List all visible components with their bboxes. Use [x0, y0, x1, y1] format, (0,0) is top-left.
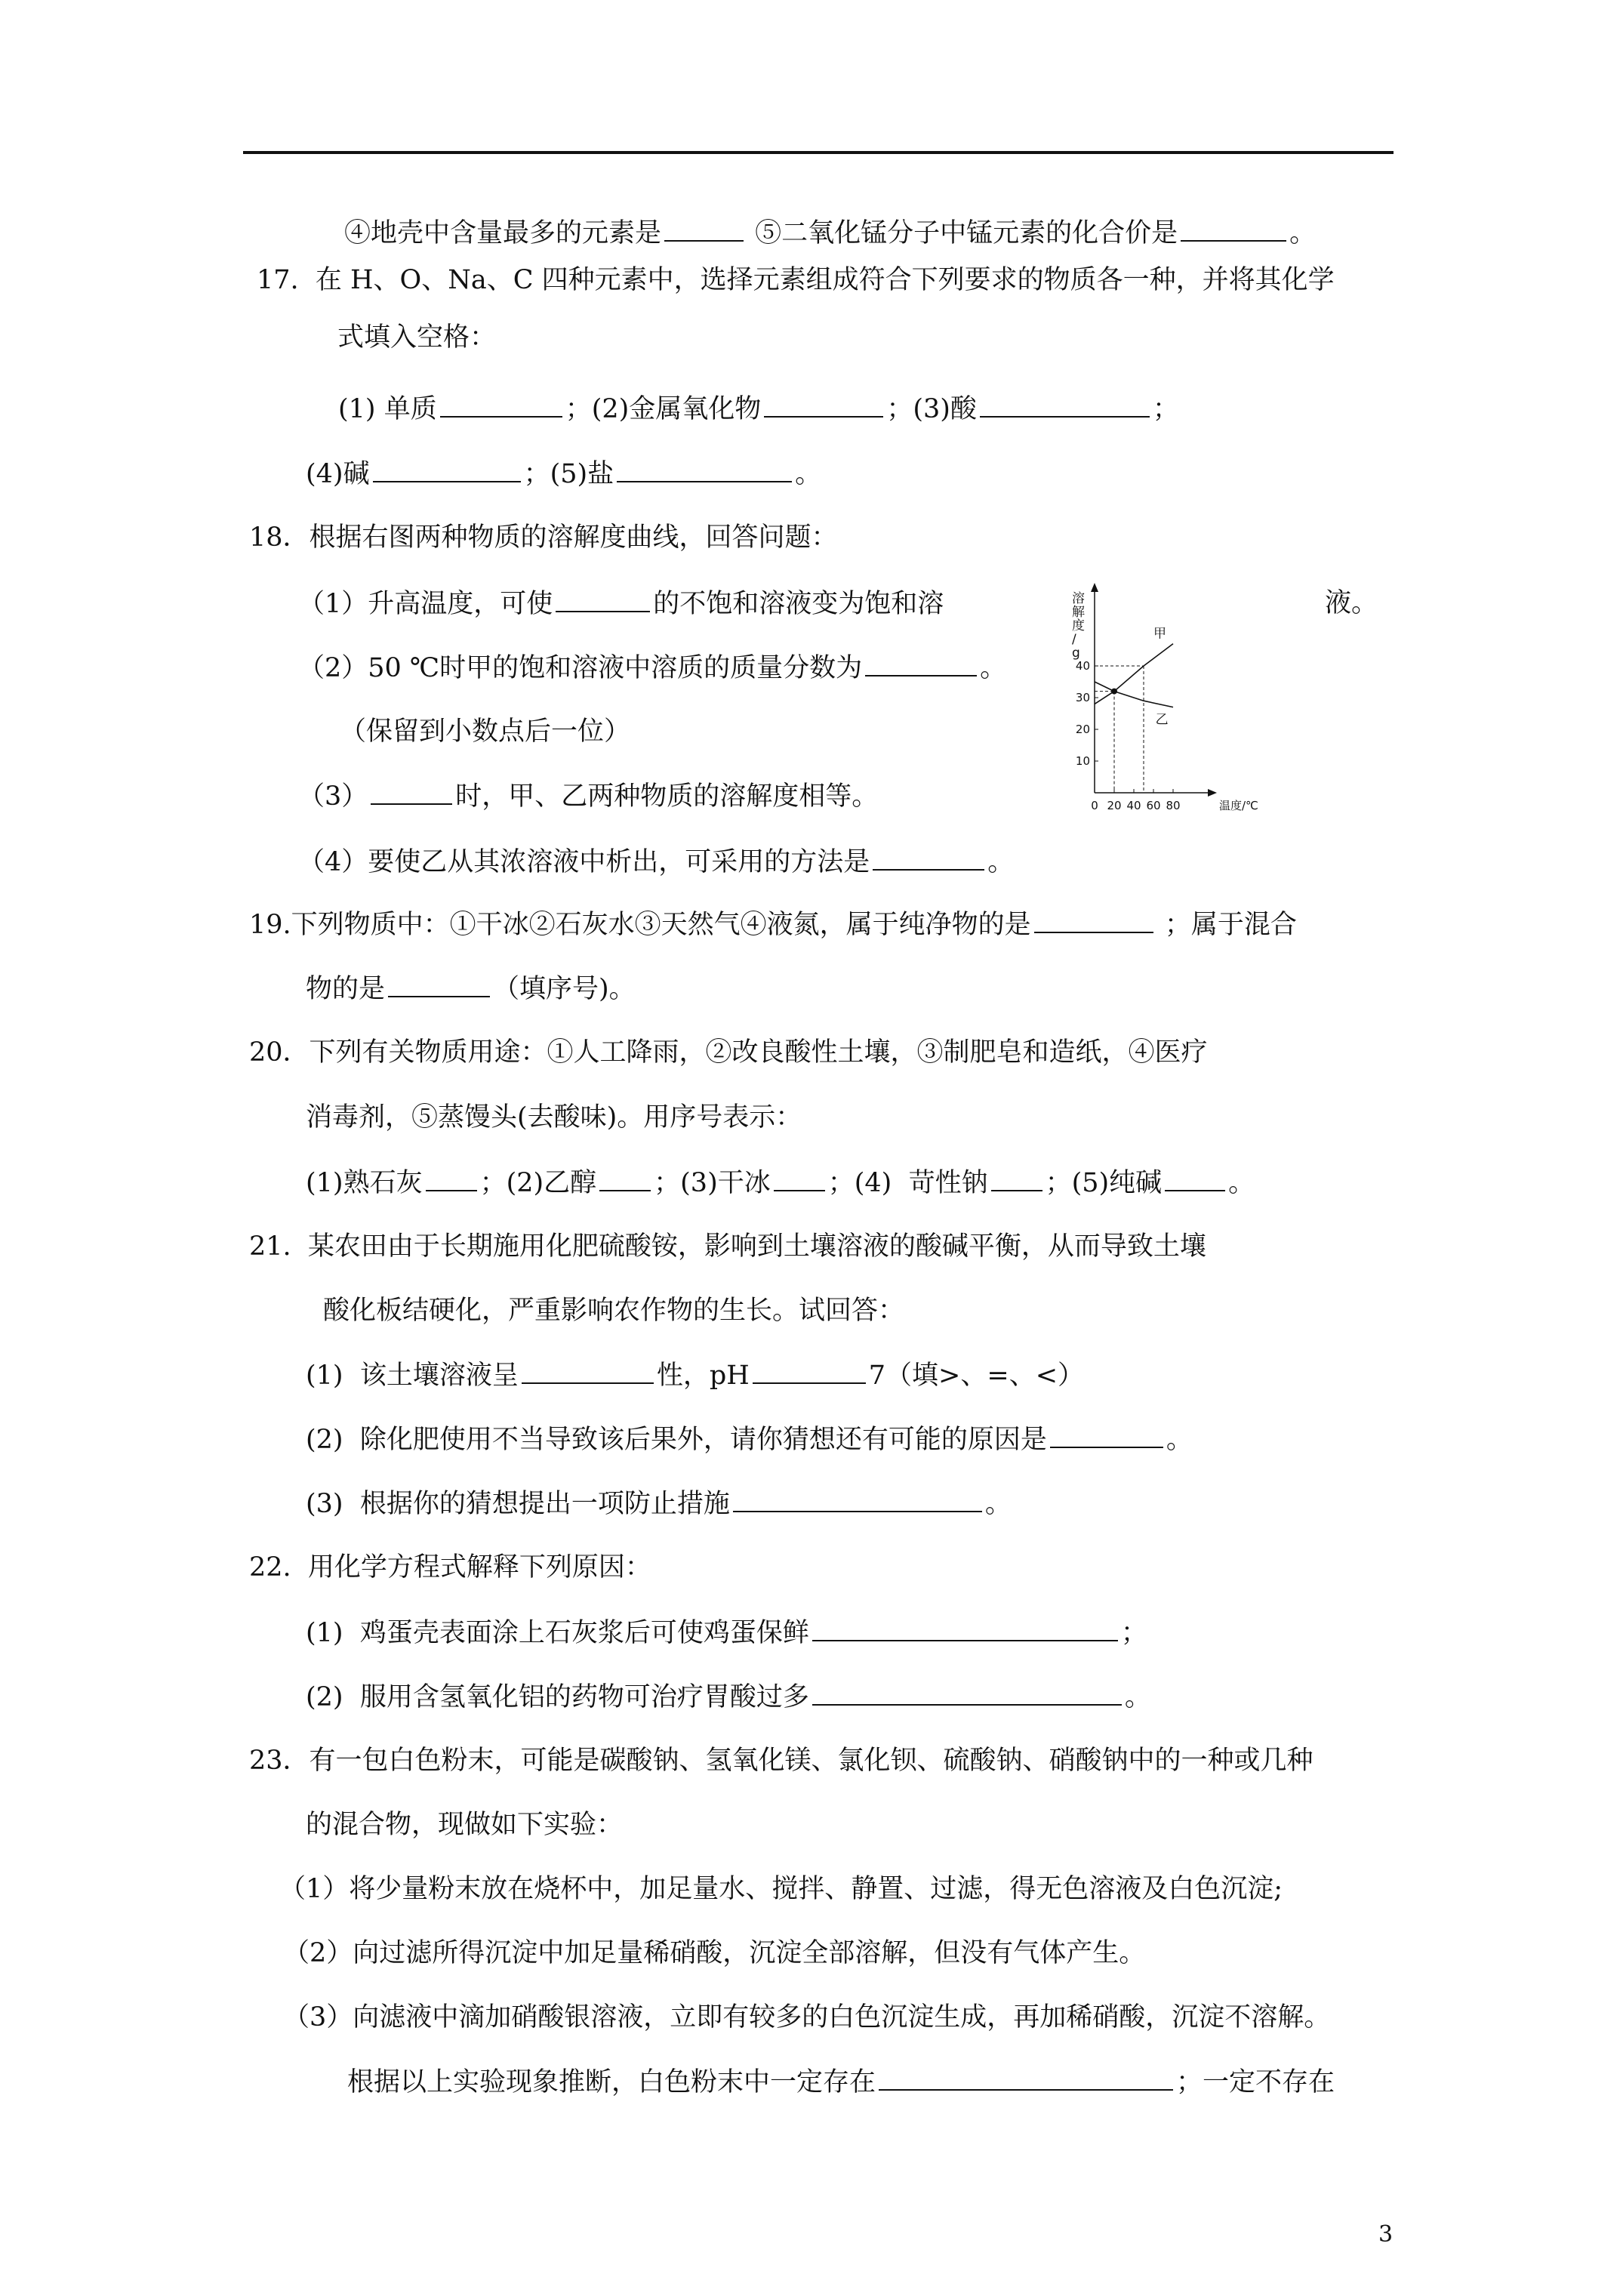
q21-item3: (3) 根据你的猜想提出一项防止措施 。	[306, 1485, 1012, 1522]
answer-blank[interactable]	[865, 649, 977, 676]
q16-line: ④地壳中含量最多的元素是 ⑤二氧化锰分子中锰元素的化合价是 。	[344, 214, 1316, 251]
y-axis-label	[1072, 591, 1085, 661]
q18-note: （保留到小数点后一位）	[340, 717, 631, 747]
answer-blank[interactable]	[764, 390, 883, 418]
answer-blank[interactable]	[440, 390, 562, 418]
q20-answers: (1)熟石灰 ；(2)乙醇 ；(3)干冰 ；(4) 苛性钠 ；(5)纯碱 。	[306, 1164, 1255, 1201]
x-tick-label: 0	[1091, 799, 1098, 812]
y-tick-label: 40	[1075, 659, 1090, 673]
q21-stem-cont: 酸化板结硬化，严重影响农作物的生长。试回答：	[323, 1296, 905, 1326]
series-label: 乙	[1155, 712, 1169, 728]
x-axis-label: 温度/℃	[1219, 799, 1258, 812]
q21-item2: (2) 除化肥使用不当导致该后果外，请你猜想还有可能的原因是 。	[306, 1421, 1193, 1458]
page-number: 3	[1378, 2221, 1394, 2248]
answer-blank[interactable]	[812, 1678, 1122, 1706]
q21-item1: (1) 该土壤溶液呈 性，pH 7（填>、=、<）	[306, 1357, 1084, 1394]
q19-line1: 19.下列物质中：①干冰②石灰水③天然气④液氮，属于纯净物的是 ；属于混合	[249, 906, 1297, 943]
answer-blank[interactable]	[980, 390, 1150, 418]
q16-item4: ④地壳中含量最多的元素是	[344, 218, 662, 248]
q19-line2: 物的是 （填序号)。	[306, 970, 636, 1007]
header-rule	[243, 151, 1394, 154]
answer-blank[interactable]	[1165, 1164, 1225, 1191]
q23-stem: 23．有一包白色粉末，可能是碳酸钠、氢氧化镁、氯化钡、硫酸钠、硝酸钠中的一种或几种	[249, 1746, 1313, 1776]
q17-row1: (1) 单质 ；(2)金属氧化物 ；(3)酸 ；	[338, 390, 1179, 427]
y-tick-label: 30	[1075, 691, 1090, 704]
q20-stem-cont: 消毒剂，⑤蒸馒头(去酸味)。用序号表示：	[306, 1102, 802, 1133]
answer-blank[interactable]	[991, 1164, 1042, 1191]
q20-stem: 20．下列有关物质用途：①人工降雨，②改良酸性土壤，③制肥皂和造纸，④医疗	[249, 1037, 1208, 1068]
answer-blank[interactable]	[1050, 1421, 1163, 1448]
answer-blank[interactable]	[617, 455, 792, 482]
y-axis-label-char: 溶	[1072, 591, 1085, 606]
answer-blank[interactable]	[373, 455, 521, 482]
q18-stem: 18．根据右图两种物质的溶解度曲线，回答问题：	[249, 522, 838, 553]
q18-item4: （4）要使乙从其浓溶液中析出，可采用的方法是 。	[298, 843, 1014, 880]
series-label: 甲	[1153, 626, 1166, 642]
answer-blank[interactable]	[664, 214, 744, 242]
q17-stem: 17. 在 H、O、Na、C 四种元素中，选择元素组成符合下列要求的物质各一种，并将其化学	[257, 265, 1335, 295]
chart-ticks	[1076, 659, 1181, 812]
y-axis-label-char: 解	[1072, 605, 1085, 620]
q22-item2: (2) 服用含氢氧化铝的药物可治疗胃酸过多 。	[306, 1678, 1151, 1715]
q18-item1: （1）升高温度，可使 的不饱和溶液变为饱和溶	[298, 585, 944, 622]
y-axis-label-char: 度	[1072, 618, 1085, 633]
y-axis-arrow	[1091, 583, 1098, 592]
answer-blank[interactable]	[812, 1614, 1118, 1641]
answer-blank[interactable]	[522, 1357, 654, 1384]
x-axis-arrow	[1208, 789, 1217, 797]
answer-blank[interactable]	[556, 585, 650, 612]
solubility-chart	[1064, 581, 1306, 823]
q23-stem-cont: 的混合物，现做如下实验：	[306, 1810, 624, 1840]
answer-blank[interactable]	[426, 1164, 477, 1191]
q23-step2: （2）向过滤所得沉淀中加足量稀硝酸，沉淀全部溶解，但没有气体产生。	[283, 1938, 1146, 1968]
q22-stem: 22. 用化学方程式解释下列原因：	[249, 1552, 651, 1583]
q21-stem: 21. 某农田由于长期施用化肥硫酸铵，影响到土壤溶液的酸碱平衡，从而导致土壤	[249, 1231, 1206, 1262]
y-tick-label: 20	[1075, 723, 1090, 736]
chart-series	[1095, 627, 1173, 728]
q16-item5: ⑤二氧化锰分子中锰元素的化合价是	[755, 218, 1178, 248]
x-tick-label: 80	[1166, 799, 1181, 812]
y-axis-label-char: /	[1072, 632, 1076, 647]
q18-item1-end: 液。	[1325, 588, 1378, 618]
answer-blank[interactable]	[1181, 214, 1286, 242]
q23-conclusion: 根据以上实验现象推断，白色粉末中一定存在 ；一定不存在	[347, 2063, 1335, 2100]
answer-blank[interactable]	[753, 1357, 866, 1384]
x-tick-label: 60	[1146, 799, 1161, 812]
answer-blank[interactable]	[733, 1485, 982, 1512]
answer-blank[interactable]	[599, 1164, 651, 1191]
x-tick-label: 20	[1107, 799, 1122, 812]
q22-item1: (1) 鸡蛋壳表面涂上石灰浆后可使鸡蛋保鲜 ；	[306, 1614, 1147, 1651]
x-tick-label: 40	[1126, 799, 1141, 812]
q23-step3: （3）向滤液中滴加硝酸银溶液，立即有较多的白色沉淀生成，再加稀硝酸，沉淀不溶解。	[283, 2002, 1331, 2032]
q23-step1: （1）将少量粉末放在烧杯中，加足量水、搅拌、静置、过滤，得无色溶液及白色沉淀;	[279, 1874, 1283, 1904]
answer-blank[interactable]	[371, 778, 452, 805]
answer-blank[interactable]	[873, 843, 984, 871]
q18-item2: （2）50 ℃时甲的饱和溶液中溶质的质量分数为 。	[298, 649, 1006, 686]
q18-item3: （3） 时，甲、乙两种物质的溶解度相等。	[298, 778, 878, 815]
y-tick-label: 10	[1075, 754, 1090, 768]
answer-blank[interactable]	[879, 2063, 1173, 2091]
answer-blank[interactable]	[1034, 906, 1153, 933]
answer-blank[interactable]	[388, 970, 490, 997]
q17-row2: (4)碱 ；(5)盐 。	[306, 455, 821, 492]
answer-blank[interactable]	[774, 1164, 825, 1191]
series-line-jia	[1095, 644, 1173, 704]
series-line-yi	[1095, 682, 1173, 707]
y-axis-label-char: g	[1072, 646, 1080, 661]
q17-stem-cont: 式填入空格：	[337, 322, 497, 353]
